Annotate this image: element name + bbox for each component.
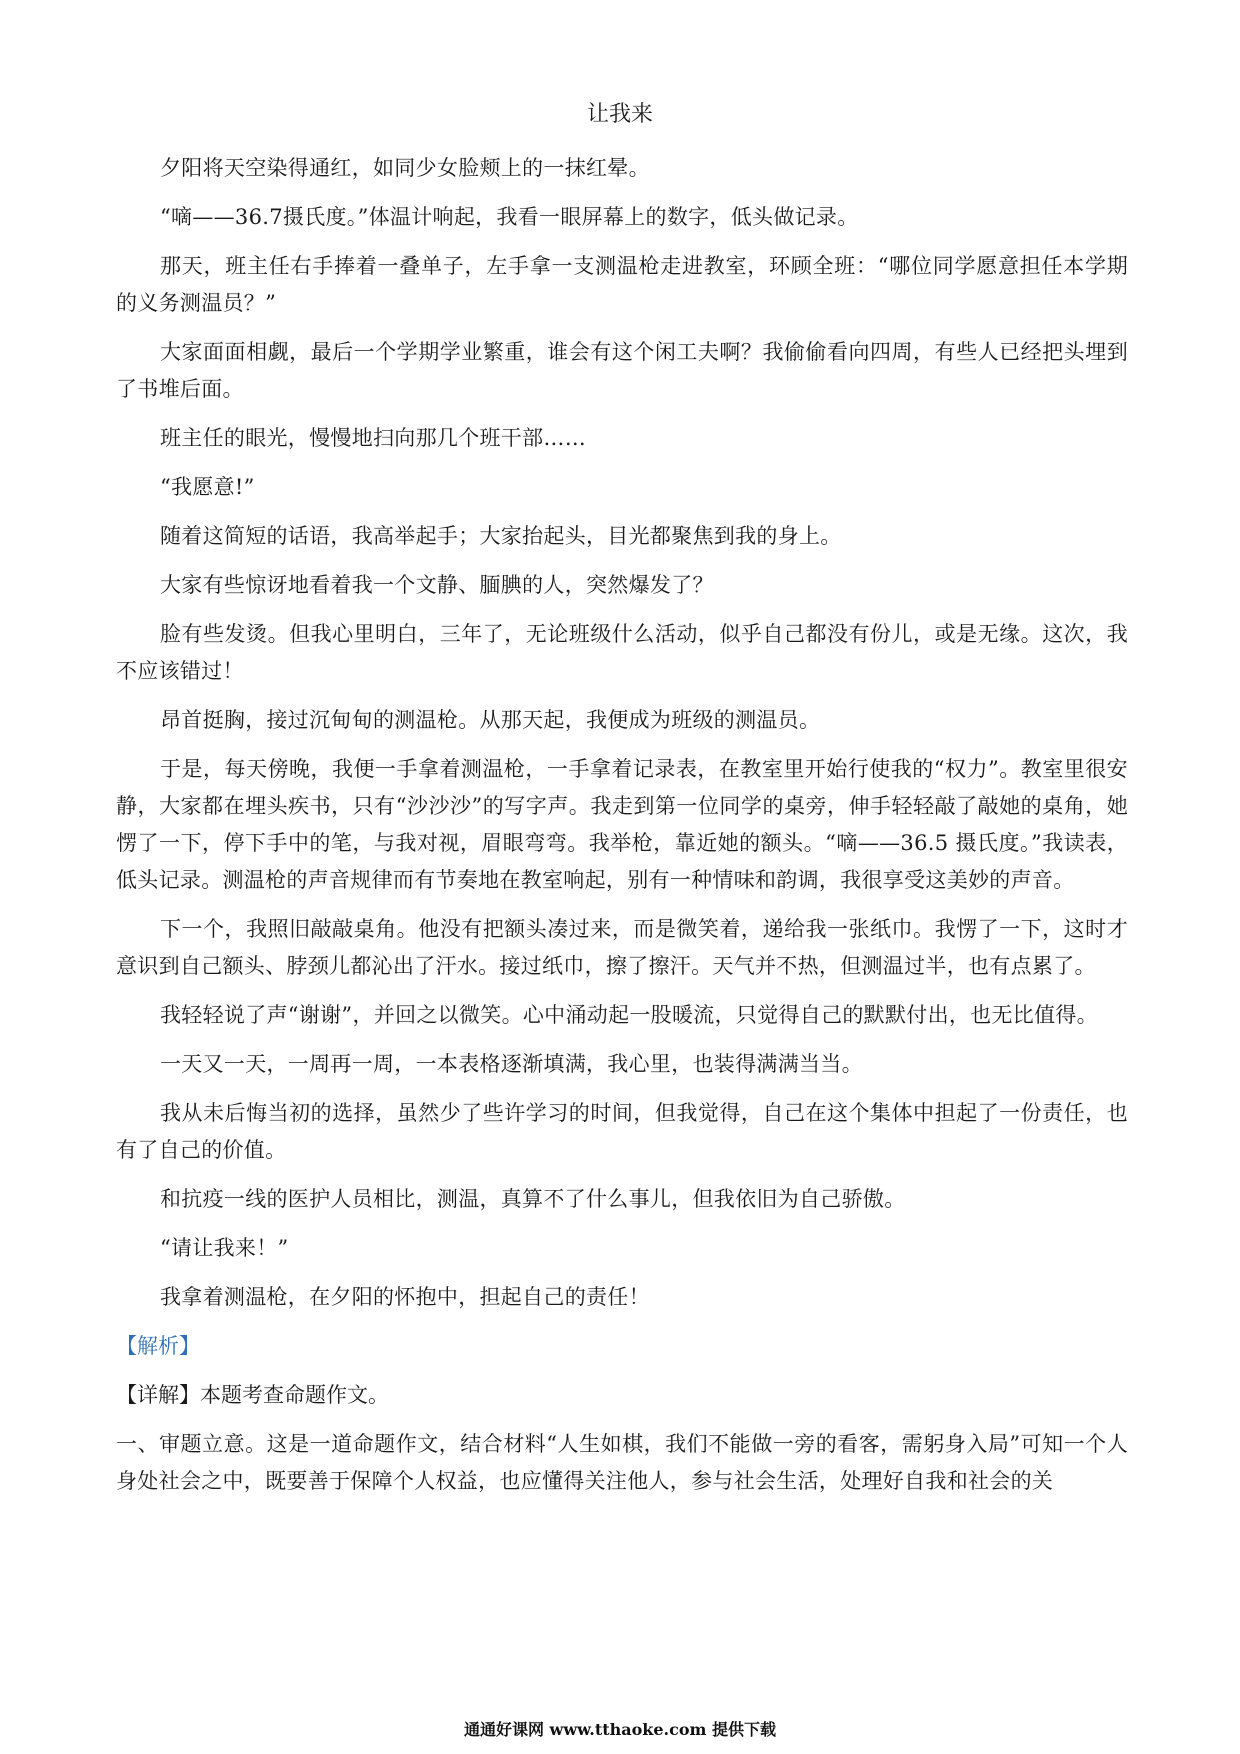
paragraph-14: 一天又一天，一周再一周，一本表格逐渐填满，我心里，也装得满满当当。 <box>160 1052 863 1076</box>
paragraph-6: “我愿意!” <box>160 475 255 499</box>
essay-title: 让我来 <box>586 102 653 127</box>
paragraph-10: 昂首挺胸，接过沉甸甸的测温枪。从那天起，我便成为班级的测温员。 <box>160 708 821 732</box>
paragraph-9: 脸有些发烫。但我心里明白，三年了，无论班级什么活动，似乎自己都没有份儿，或是无缘。这次，我不应该错过！ <box>116 622 1128 683</box>
paragraph-4: 大家面面相觑，最后一个学期学业繁重，谁会有这个闲工夫啊？我偷偷看向四周，有些人已经把头埋到了书堆后面。 <box>116 340 1128 401</box>
paragraph-13: 我轻轻说了声“谢谢”，并回之以微笑。心中涌动起一股暖流，只觉得自己的默默付出，也无比值得。 <box>160 1003 1098 1027</box>
paragraph-12: 下一个，我照旧敲敲桌角。他没有把额头凑过来，而是微笑着，递给我一张纸巾。我愣了一下，这时才意识到自己额头、脖颈儿都沁出了汗水。接过纸巾，擦了擦汗。天气并不热，但测温过半，也有点累了。 <box>116 917 1128 978</box>
paragraph-8: 大家有些惊讶地看着我一个文静、腼腆的人，突然爆发了？ <box>160 573 714 597</box>
paragraph-11: 于是，每天傍晚，我便一手拿着测温枪，一手拿着记录表，在教室里开始行使我的“权力”。教室里很安静，大家都在埋头疾书，只有“沙沙沙”的写字声。我走到第一位同学的桌旁，伸手轻轻敲了敲她的桌角，她愣了一下，停下手中的笔，与我对视，眉眼弯弯。我举枪，靠近她的额头。“嘀——36.5 摄氏度。”我读表，低头记录。测温枪的声音规律而有节奏地在教室响起，别有一种情味和韵调，我很享受这美妙的声音。 <box>116 757 1128 892</box>
paragraph-15: 我从未后悔当初的选择，虽然少了些许学习的时间，但我觉得，自己在这个集体中担起了一份责任，也有了自己的价值。 <box>116 1101 1128 1162</box>
essay-body <box>116 150 1128 1512</box>
paragraph-17: “请让我来！” <box>160 1236 289 1260</box>
detail-paragraph: 一、审题立意。这是一道命题作文，结合材料“人生如棋，我们不能做一旁的看客，需躬身入局”可知一个人身处社会之中，既要善于保障个人权益，也应懂得关注他人，参与社会生活，处理好自我和社会的关 <box>116 1432 1128 1493</box>
paragraph-7: 随着这简短的话语，我高举起手；大家抬起头，目光都聚焦到我的身上。 <box>160 524 842 548</box>
paragraph-18: 我拿着测温枪，在夕阳的怀抱中，担起自己的责任！ <box>160 1285 650 1309</box>
paragraph-2: “嘀——36.7摄氏度。”体温计响起，我看一眼屏幕上的数字，低头做记录。 <box>160 205 859 229</box>
paragraph-5: 班主任的眼光，慢慢地扫向那几个班干部…… <box>160 426 586 450</box>
paragraph-3: 那天，班主任右手捧着一叠单子，左手拿一支测温枪走进教室，环顾全班：“哪位同学愿意担任本学期的义务测温员？” <box>116 254 1128 315</box>
analysis-label: 【解析】 <box>116 1334 200 1358</box>
paragraph-1: 夕阳将天空染得通红，如同少女脸颊上的一抹红晕。 <box>160 156 650 180</box>
paragraph-16: 和抗疫一线的医护人员相比，测温，真算不了什么事儿，但我依旧为自己骄傲。 <box>160 1187 906 1211</box>
detail-label: 【详解】本题考查命题作文。 <box>116 1383 389 1407</box>
footer-watermark: 通通好课网 www.tthaoke.com 提供下载 <box>463 1720 777 1739</box>
